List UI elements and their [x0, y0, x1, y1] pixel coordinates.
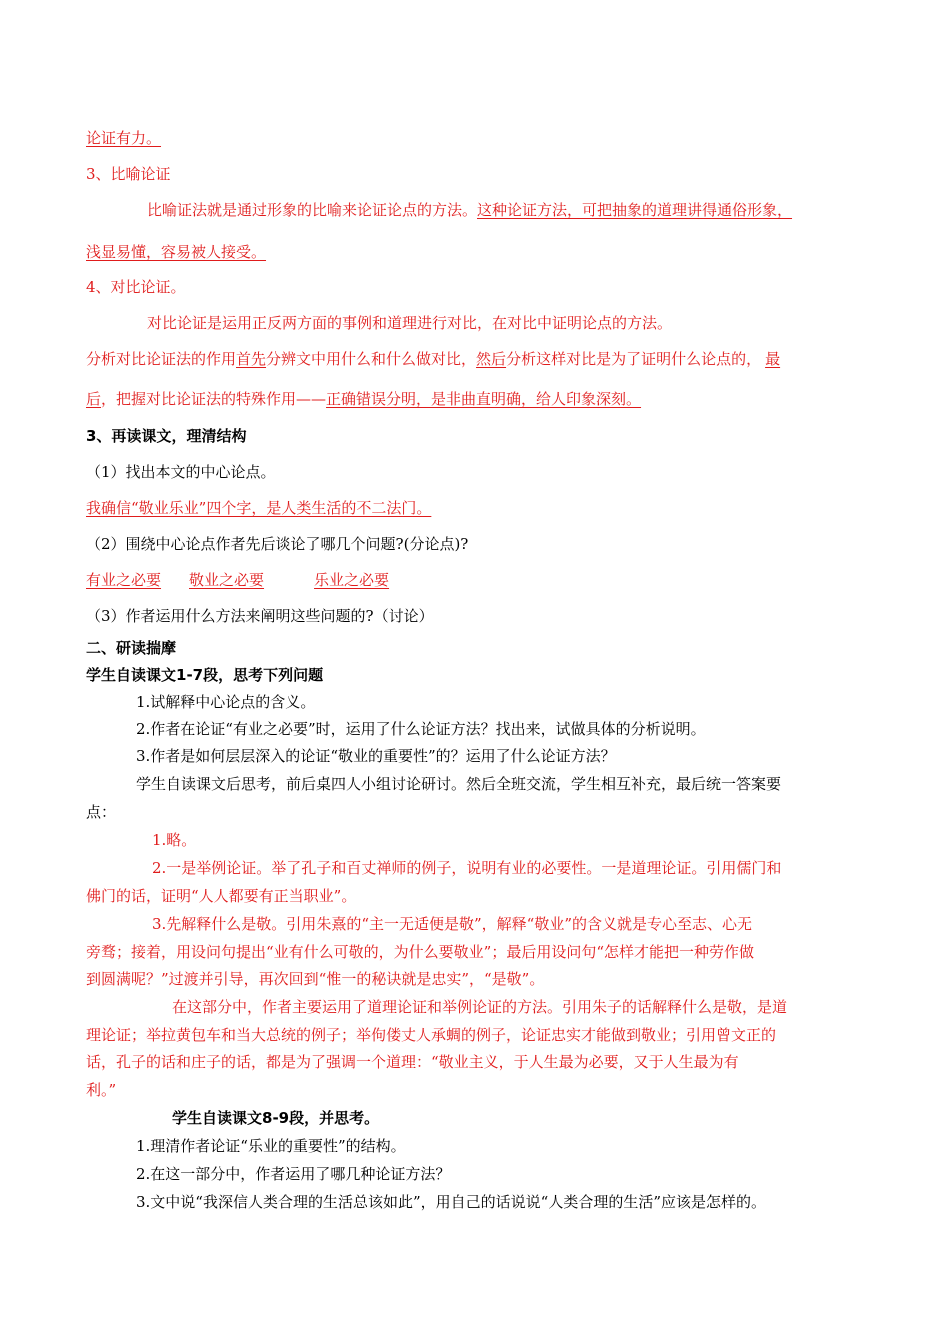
section-heading: 3、再读课文，理清结构 [86, 427, 247, 445]
text-line: 浅显易懂，容易被人接受。 [86, 243, 267, 261]
question-line: 1.理清作者论证“乐业的重要性”的结构。 [136, 1137, 406, 1155]
text-line: 学生自读课文后思考，前后桌四人小组讨论研讨。然后全班交流，学生相互补充，最后统一答案要 [136, 775, 782, 793]
text-span: 最 [765, 350, 781, 368]
answer-line: 我确信“敬业乐业”四个字，是人类生活的不二法门。 [86, 499, 432, 517]
question-line: （1）找出本文的中心论点。 [86, 463, 276, 481]
text-span: 首先 [236, 350, 267, 368]
answer-line: 利。” [86, 1081, 117, 1099]
text-span: 有业之必要 [86, 571, 162, 589]
text-span: 分析这样对比是为了证明什么论点的， [506, 350, 762, 368]
text-span: 敬业之必要 [189, 571, 265, 589]
text-line [147, 200, 792, 220]
question-line: 2.作者在论证“有业之必要”时，运用了什么论证方法？找出来，试做具体的分析说明。 [136, 720, 706, 738]
text-span: ，把握对比论证法的特殊作用—— [101, 390, 327, 408]
answer-line: 理论证；举拉黄包车和当大总统的例子；举佝偻丈人承蜩的例子，论证忠实才能做到敬业；引用曾文正的 [86, 1026, 777, 1044]
text-span: 这种论证方法，可把抽象的道理讲得通俗形象， [477, 201, 793, 219]
question-line: 2.在这一部分中，作者运用了哪几种论证方法？ [136, 1165, 451, 1183]
question-line: 3.文中说“我深信人类合理的生活总该如此”，用自己的话说说“人类合理的生活”应该是怎样的。 [136, 1193, 766, 1211]
text-line: 对比论证是运用正反两方面的事例和道理进行对比，在对比中证明论点的方法。 [147, 314, 673, 332]
section-heading: 学生自读课文1-7段，思考下列问题 [86, 666, 324, 684]
text-span: 正确错误分明，是非曲直明确，给人印象深刻。 [326, 390, 642, 408]
text-line: 论证有力。 [86, 129, 162, 147]
answer-line: 1.略。 [152, 831, 197, 849]
text-line [86, 349, 780, 369]
question-line: 3.作者是如何层层深入的论证“敬业的重要性”的？运用了什么论证方法？ [136, 747, 616, 765]
answer-line: 佛门的话，证明“人人都要有正当职业”。 [86, 887, 357, 905]
answer-line: 2.一是举例论证。举了孔子和百丈禅师的例子，说明有业的必要性。一是道理论证。引用儒门和 [152, 859, 782, 877]
section-heading: 4、对比论证。 [86, 278, 186, 296]
section-heading: 学生自读课文8-9段，并思考。 [172, 1109, 380, 1127]
text-span: 比喻证法就是通过形象的比喻来论证论点的方法。 [147, 201, 478, 219]
answer-line: 话，孔子的话和庄子的话，都是为了强调一个道理：“敬业主义，于人生最为必要，又于人生最为有 [86, 1053, 739, 1071]
section-heading: 3、比喻论证 [86, 165, 171, 183]
text-span: 然后 [476, 350, 507, 368]
answer-line: 旁骛；接着，用设问句提出“业有什么可敬的，为什么要敬业”；最后用设问句“怎样才能把一种劳作做 [86, 943, 755, 961]
answer-line: 在这部分中，作者主要运用了道理论证和举例论证的方法。引用朱子的话解释什么是敬，是道 [172, 998, 788, 1016]
text-span: 分辨文中用什么和什么做对比， [266, 350, 477, 368]
text-line: 点： [86, 803, 117, 821]
text-span: 分析对比论证法的作用 [86, 350, 237, 368]
text-span: 乐业之必要 [314, 571, 390, 589]
question-line: 1.试解释中心论点的含义。 [136, 693, 316, 711]
answer-line: 到圆满呢？”过渡并引导，再次回到“惟一的秘诀就是忠实”，“是敬”。 [86, 970, 545, 988]
answer-line [86, 570, 389, 590]
question-line: （3）作者运用什么方法来阐明这些问题的?（讨论） [86, 607, 434, 625]
text-line [86, 389, 641, 409]
section-heading: 二、研读揣摩 [86, 639, 177, 657]
question-line: （2）围绕中心论点作者先后谈论了哪几个问题?(分论点)? [86, 535, 469, 553]
answer-line: 3.先解释什么是敬。引用朱熹的“主一无适便是敬”，解释“敬业”的含义就是专心至志、心无 [152, 915, 752, 933]
text-span: 后 [86, 390, 102, 408]
